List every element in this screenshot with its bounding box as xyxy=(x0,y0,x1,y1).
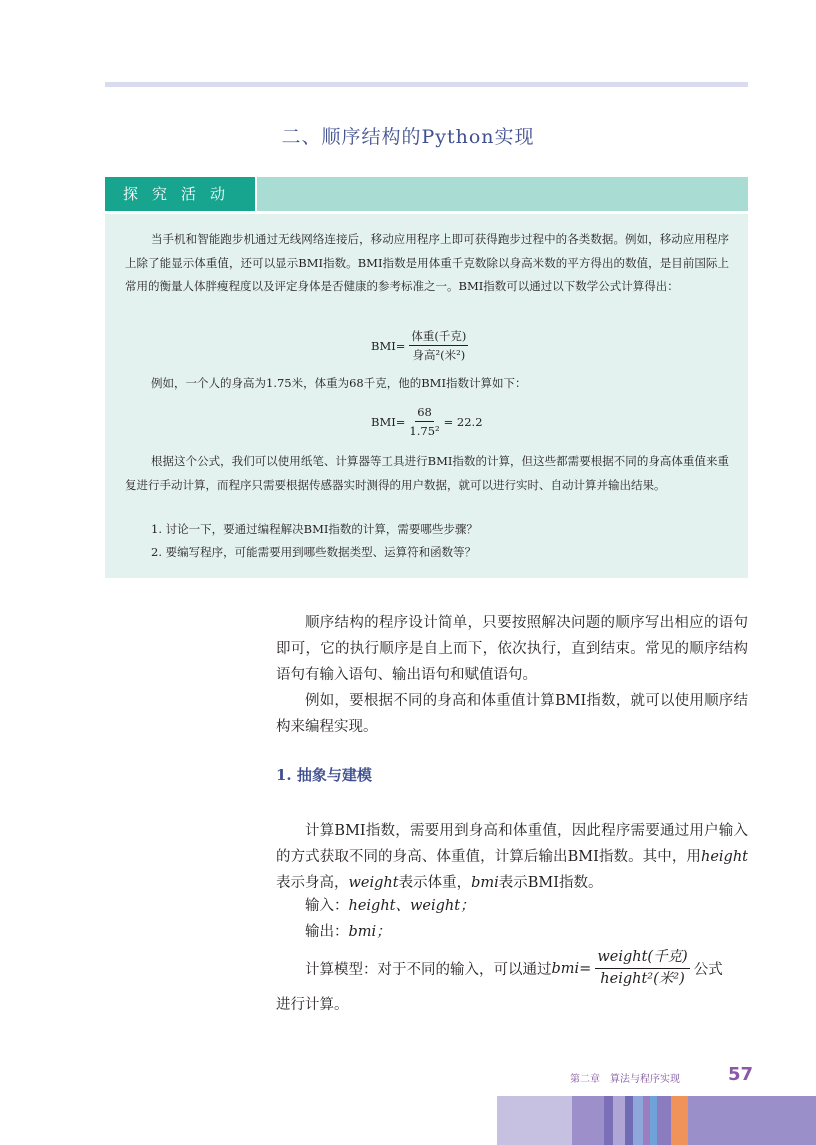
subheading-abstraction: 1. 抽象与建模 xyxy=(276,766,372,784)
para3-text-1: 计算BMI指数，需要用到身高和体重值，因此程序需要通过用户输入的方式获取不同的身高、体重值，计算后输出BMI指数。其中，用 xyxy=(276,823,748,865)
band-stripe xyxy=(604,1096,613,1145)
example-numerator: 68 xyxy=(415,404,434,422)
var-bmi: bmi xyxy=(471,875,499,891)
body-paragraph-3 xyxy=(276,818,748,896)
var-weight: weight xyxy=(348,875,399,891)
section-title: 二、顺序结构的Python实现 xyxy=(281,126,535,148)
input-label: 输入： xyxy=(305,898,349,914)
activity-header xyxy=(105,177,748,211)
output-line xyxy=(305,920,391,941)
formula-fraction xyxy=(409,328,468,363)
activity-box xyxy=(105,214,748,578)
model-denominator: height²(米²) xyxy=(600,971,685,987)
band-stripe xyxy=(572,1096,604,1145)
body-paragraph-1: 顺序结构的程序设计简单，只要按照解决问题的顺序写出相应的语句即可，它的执行顺序是自上而下，依次执行，直到结束。常见的顺序结构语句有输入语句、输出语句和赋值语句。 xyxy=(276,615,748,683)
para3-text-2: 表示身高， xyxy=(276,875,349,891)
formula-numerator: 体重(千克) xyxy=(409,328,468,346)
example-lhs: BMI= xyxy=(371,414,406,429)
para3-text-4: 表示BMI指数。 xyxy=(498,875,603,891)
band-stripe xyxy=(688,1096,816,1145)
model-label: 计算模型：对于不同的输入，可以通过 xyxy=(305,962,552,978)
activity-tab-label: 探究活动 xyxy=(105,177,255,211)
band-stripe xyxy=(633,1096,643,1145)
activity-paragraph-3: 根据这个公式，我们可以使用纸笔、计算器等工具进行BMI指数的计算，但这些都需要根据不同的身高体重值来重复进行手动计算，而程序只需要根据传感器实时测得的用户数据，就可以进行实时、自动计算并输出结果。 xyxy=(125,454,729,492)
bmi-example-formula xyxy=(371,404,483,439)
output-vars: bmi； xyxy=(348,924,391,940)
band-stripe xyxy=(643,1096,650,1145)
model-numerator: weight(千克) xyxy=(595,948,689,969)
formula-lhs: BMI= xyxy=(371,338,406,353)
body-paragraph-2: 例如，要根据不同的身高和体重值计算BMI指数，就可以使用顺序结构来编程实现。 xyxy=(276,693,748,735)
model-continuation: 进行计算。 xyxy=(276,997,349,1013)
input-vars: height、weight； xyxy=(348,898,475,914)
bmi-formula xyxy=(371,328,472,363)
model-lhs: bmi= xyxy=(551,960,592,977)
model-suffix: 公式 xyxy=(693,962,723,978)
band-stripe xyxy=(650,1096,657,1145)
activity-paragraph-2: 例如，一个人的身高为1.75米，体重为68千克，他的BMI指数计算如下： xyxy=(151,376,527,390)
input-line xyxy=(305,894,475,915)
output-label: 输出： xyxy=(305,924,349,940)
footer-chapter: 第二章 算法与程序实现 xyxy=(570,1074,680,1085)
band-stripe xyxy=(497,1096,572,1145)
activity-paragraph-1: 当手机和智能跑步机通过无线网络连接后，移动应用程序上即可获得跑步过程中的各类数据。例如，移动应用程序上除了能显示体重值，还可以显示BMI指数。BMI指数是用体重千克数除以身高米数的平方得出的数值，是目前国际上常用的衡量人体胖瘦程度以及评定身体是否健康的参考标准之一。BMI指数可以通过以下数学公式计算得出： xyxy=(125,232,729,293)
para3-text-3: 表示体重， xyxy=(398,875,472,891)
example-result: = 22.2 xyxy=(443,414,483,429)
band-stripe xyxy=(613,1096,625,1145)
band-stripe xyxy=(671,1096,688,1145)
page-number: 57 xyxy=(728,1064,754,1085)
top-rule xyxy=(105,82,748,87)
model-fraction xyxy=(595,948,689,989)
var-height: height xyxy=(700,849,748,865)
example-fraction xyxy=(409,404,439,439)
example-denominator: 1.75² xyxy=(409,424,440,438)
activity-question-1: 1. 讨论一下，要通过编程解决BMI指数的计算，需要哪些步骤？ xyxy=(151,522,478,536)
band-stripe xyxy=(657,1096,671,1145)
band-stripe xyxy=(625,1096,633,1145)
model-line xyxy=(305,948,723,989)
formula-denominator: 身高²(米²) xyxy=(412,348,466,362)
footer-color-band xyxy=(497,1096,816,1145)
activity-question-2: 2. 要编写程序，可能需要用到哪些数据类型、运算符和函数等？ xyxy=(151,545,477,559)
